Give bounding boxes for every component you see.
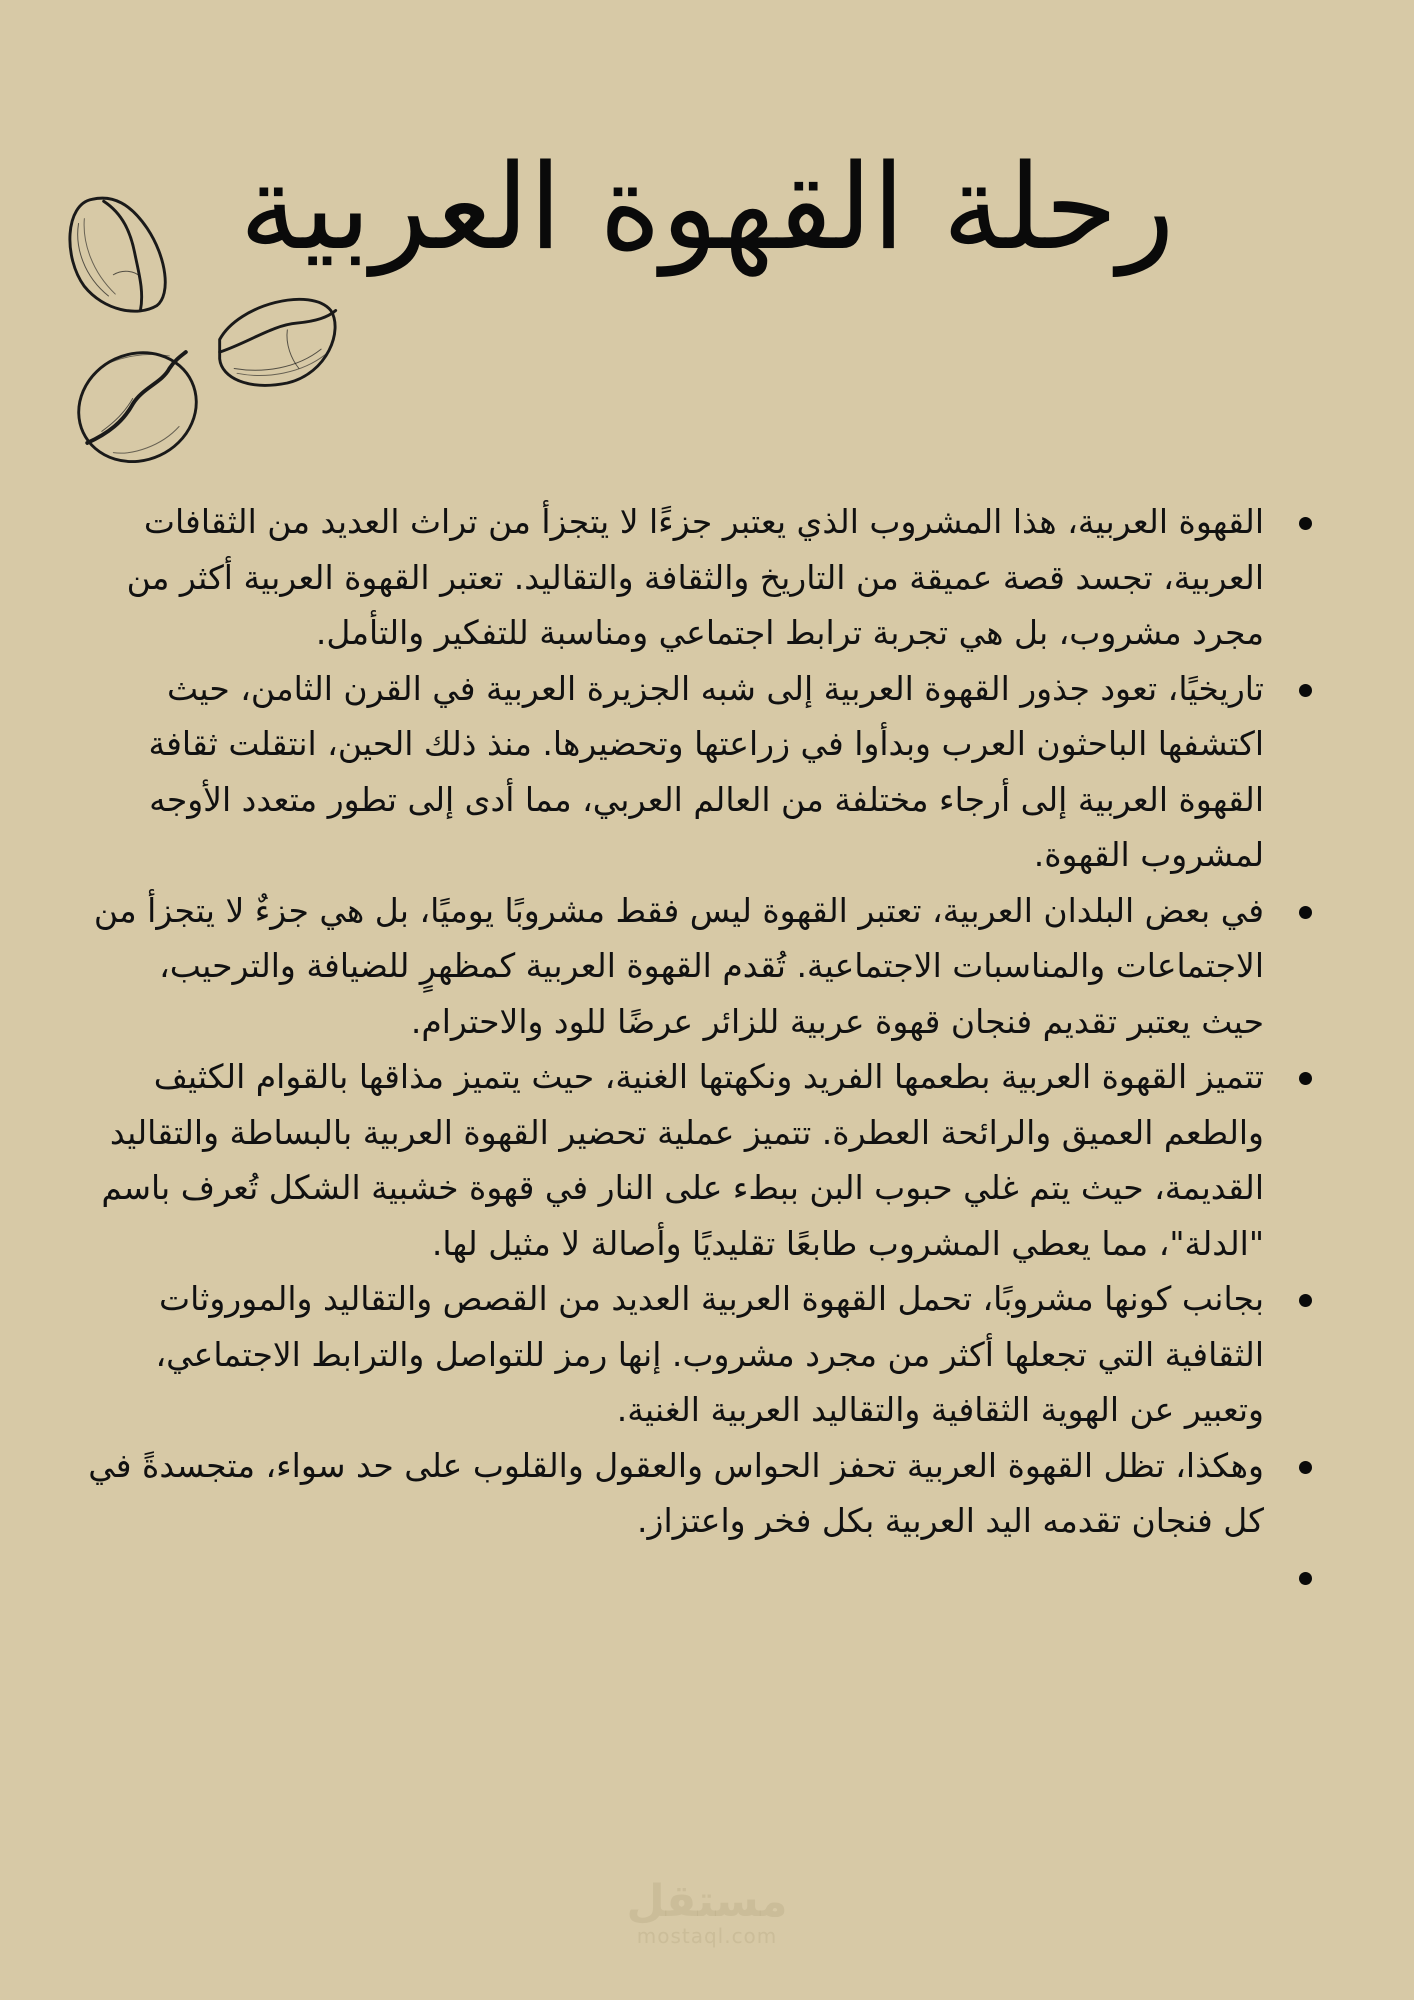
list-item-text: بجانب كونها مشروبًا، تحمل القهوة العربية العديد من القصص والتقاليد والموروثات الثقافية التي تجعلها أكثر من مجرد مشروب. إنها رمز للتواصل والترابط الاجتماعي، وتعبير عن الهوية الثقافية والتقاليد العربية الغنية.: [155, 1279, 1264, 1429]
list-item: [88, 1049, 1264, 1271]
list-item: [88, 494, 1264, 661]
list-item-empty: [88, 1549, 1264, 1604]
coffee-beans-icon: [55, 180, 365, 470]
list-item-text: وهكذا، تظل القهوة العربية تحفز الحواس والعقول والقلوب على حد سواء، متجسدةً في كل فنجان تقدمه اليد العربية بكل فخر واعتزاز.: [88, 1445, 1264, 1540]
bullet-icon: [1299, 1461, 1312, 1474]
page-title: رحلة القهوة العربية: [239, 138, 1175, 277]
list-item: [88, 1271, 1264, 1438]
list-item-text: تتميز القهوة العربية بطعمها الفريد ونكهتها الغنية، حيث يتميز مذاقها بالقوام الكثيف والطعم العميق والرائحة العطرة. تتميز عملية تحضير القهوة العربية بالبساطة والتقاليد القديمة، حيث يتم غلي حبوب البن ببطء على النار في قهوة خشبية الشكل تُعرف باسم "الدلة"، مما يعطي المشروب طابعًا تقليديًا وأصالة لا مثيل لها.: [101, 1057, 1264, 1263]
watermark-latin: mostaql.com: [636, 1924, 778, 1948]
list-item: [88, 1438, 1264, 1549]
watermark: [622, 1876, 792, 1948]
coffee-bean-icon: [70, 198, 165, 311]
bullet-icon: [1299, 684, 1312, 697]
article-body: [88, 494, 1264, 1604]
bullet-icon: [1299, 517, 1312, 530]
bullet-icon: [1299, 1294, 1312, 1307]
list-item-text: القهوة العربية، هذا المشروب الذي يعتبر جزءًا لا يتجزأ من تراث العديد من الثقافات العربية، تجسد قصة عميقة من التاريخ والثقافة والتقاليد. تعتبر القهوة العربية أكثر من مجرد مشروب، بل هي تجربة ترابط اجتماعي ومناسبة للتفكير والتأمل.: [126, 502, 1264, 652]
bullet-icon: [1299, 906, 1312, 919]
bullet-icon: [1299, 1572, 1312, 1585]
coffee-bean-icon: [220, 299, 336, 385]
bullet-list: [88, 494, 1264, 1604]
coffee-bean-icon: [61, 334, 215, 470]
list-item-text: تاريخيًا، تعود جذور القهوة العربية إلى شبه الجزيرة العربية في القرن الثامن، حيث اكتشفها الباحثون العرب وبدأوا في زراعتها وتحضيرها. منذ ذلك الحين، انتقلت ثقافة القهوة العربية إلى أرجاء مختلفة من العالم العربي، مما أدى إلى تطور متعدد الأوجه لمشروب القهوة.: [148, 668, 1264, 874]
watermark-arabic: مستقل: [626, 1876, 788, 1927]
list-item-text: في بعض البلدان العربية، تعتبر القهوة ليس فقط مشروبًا يوميًا، بل هي جزءٌ لا يتجزأ من الاجتماعات والمناسبات الاجتماعية. تُقدم القهوة العربية كمظهرٍ للضيافة والترحيب، حيث يعتبر تقديم فنجان قهوة عربية للزائر عرضًا للود والاحترام.: [93, 890, 1264, 1041]
list-item: [88, 883, 1264, 1050]
bullet-icon: [1299, 1072, 1312, 1085]
list-item: [88, 661, 1264, 883]
